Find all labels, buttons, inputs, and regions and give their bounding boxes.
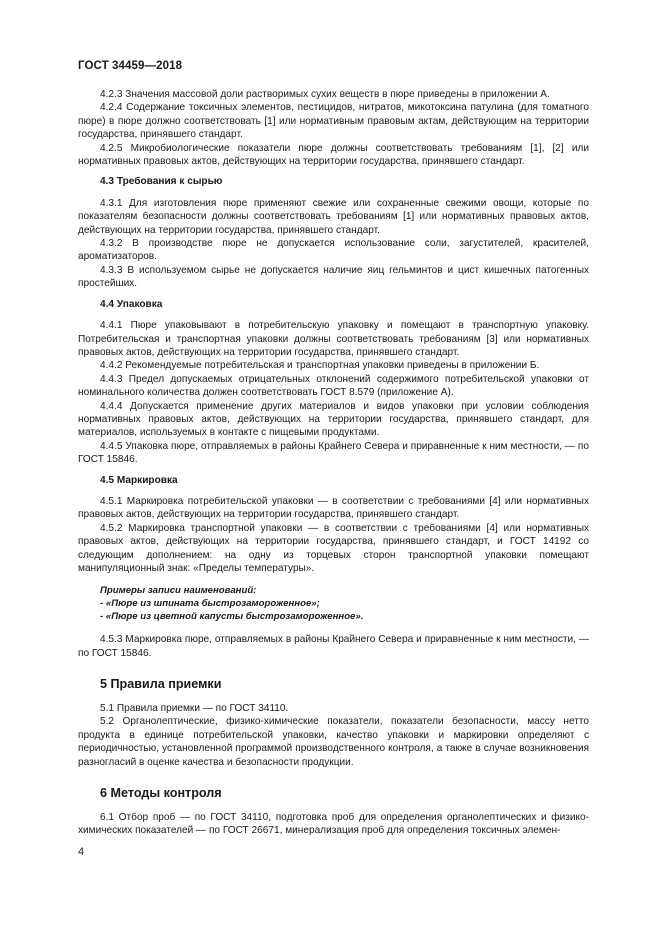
paragraph-4-3-3: 4.3.3 В используемом сырье не допускается наличие яиц гельминтов и цист кишечных патогенных простейших. <box>78 264 589 290</box>
paragraph-4-4-2: 4.4.2 Рекомендуемые потребительская и транспортная упаковки приведены в приложении Б. <box>100 360 540 372</box>
example-item: - «Пюре из шпината быстрозамороженное»; <box>100 598 320 609</box>
paragraph-4-4-1: 4.4.1 Пюре упаковывают в потребительскую упаковку и помещают в транспортную упаковку. Потребительская и транспортная упаковки должны соответствовать требованиям [3] или нормативных правовых актов, действующих на территории государства, принявшего стандарт. <box>78 320 589 358</box>
examples-title: Примеры записи наименований: <box>100 585 257 597</box>
paragraph-4-2-4: 4.2.4 Содержание токсичных элементов, пестицидов, нитратов, микотоксина патулина (для томатного пюре) в пюре должно соответствовать [1] или нормативным правовым актам, действующим на территории государства, принявшего стандарт. <box>78 102 589 141</box>
section-title-5: 5 Правила приемки <box>100 677 222 691</box>
section-title-6: 6 Методы контроля <box>100 786 222 801</box>
paragraph-5-2: 5.2 Органолептические, физико-химические показатели, показатели безопасности, массу нетто продукта в единице потребительской упаковки, качество упаковки и маркировки определяют с периодичностью, установленной программой производственного контроля, а также в случае возникновения разногласий в оценке качества и безопасности продукции. <box>78 716 589 768</box>
paragraph-6-1: 6.1 Отбор проб — по ГОСТ 34110, подготовка проб для определения органолептических и физико-химических показателей — по ГОСТ 26671, минерализация проб для определения токсичных элемен- <box>78 812 589 837</box>
paragraph-4-3-2: 4.3.2 В производстве пюре не допускается использование соли, загустителей, красителей, ароматизаторов. <box>78 238 589 263</box>
subsection-title-4-3: 4.3 Требования к сырью <box>100 176 223 188</box>
paragraph-4-3-1: 4.3.1 Для изготовления пюре применяют свежие или сохраненные свежими овощи, которые по показателям безопасности должны соответствовать требованиям [1] или нормативных правовых актов, действующих на территории государства, принявшего стандарт. <box>78 197 589 236</box>
page-number: 4 <box>78 846 85 858</box>
document-header: ГОСТ 34459—2018 <box>78 60 183 72</box>
paragraph-4-2-5: 4.2.5 Микробиологические показатели пюре должны соответствовать требованиям [1], [2] или нормативных правовых актов, действующих на территории государства, принявшего стандарт. <box>78 142 589 168</box>
paragraph-5-1: 5.1 Правила приемки — по ГОСТ 34110. <box>100 703 289 714</box>
paragraph-4-5-2: 4.5.2 Маркировка транспортной упаковки — в соответствии с требованиями [4] или нормативных правовых актов, действующих на территории государства, принявшего стандарт, и ГОСТ 14192 со следующим дополнением: на одну из торцевых сторон транспортной упаковки помещают манипуляционный знак: «Пределы температуры». <box>78 522 589 574</box>
subsection-title-4-4: 4.4 Упаковка <box>100 298 163 310</box>
paragraph-4-5-3: 4.5.3 Маркировка пюре, отправляемых в районы Крайнего Севера и приравненные к ним местности, — по ГОСТ 15846. <box>78 634 589 659</box>
paragraph-4-4-5: 4.4.5 Упаковка пюре, отправляемых в районы Крайнего Севера и приравненные к ним местности, — по ГОСТ 15846. <box>78 440 589 466</box>
example-item: - «Пюре из цветной капусты быстрозамороженное». <box>100 610 364 622</box>
subsection-title-4-5: 4.5 Маркировка <box>100 474 178 486</box>
document-body <box>78 88 589 838</box>
paragraph-4-2-3: 4.2.3 Значения массовой доли растворимых сухих веществ в пюре приведены в приложении А. <box>100 89 550 100</box>
paragraph-4-4-4: 4.4.4 Допускается применение других материалов и видов упаковки при условии соблюдения нормативных правовых актов, действующих на территории государства, принявшего стандарт, для материалов, используемых в контакте с пищевыми продуктами. <box>78 400 589 439</box>
paragraph-4-5-1: 4.5.1 Маркировка потребительской упаковки — в соответствии с требованиями [4] или нормативных правовых актов, действующих на территории государства, принявшего стандарт. <box>78 495 589 521</box>
examples-block <box>100 585 589 623</box>
paragraph-4-4-3: 4.4.3 Предел допускаемых отрицательных отклонений содержимого потребительской упаковки от номинального количества должен соответствовать ГОСТ 8.579 (приложение А). <box>78 373 589 399</box>
